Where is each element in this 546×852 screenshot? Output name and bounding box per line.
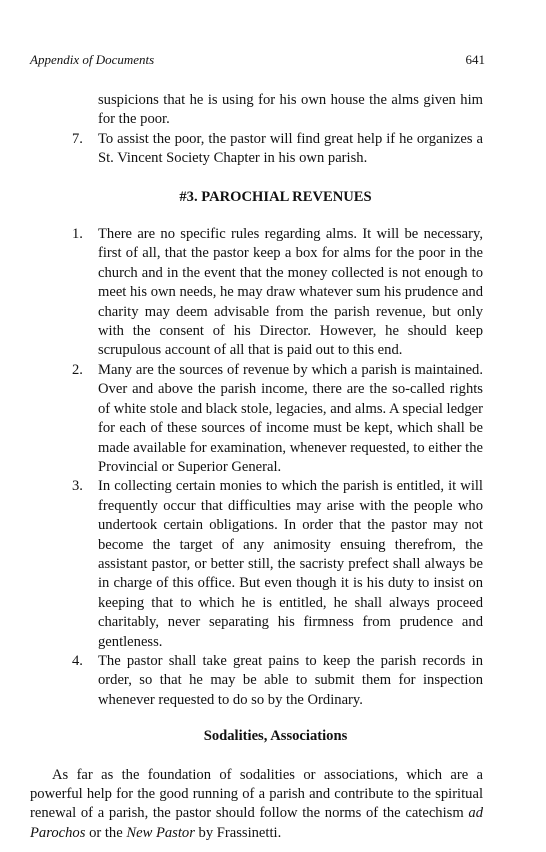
list-item-7 — [30, 130, 483, 169]
section-heading: #3. PAROCHIAL REVENUES — [179, 188, 372, 205]
closing-paragraph — [30, 766, 483, 844]
closing-text-1: As far as the foundation of sodalities or associations, which are a powerful help for the good running of a parish and contribute to the spiritual renewal of a parish, the pastor should follow the norms of the catechism — [30, 766, 483, 822]
list-item-2 — [30, 361, 483, 477]
catechism-title: ad Parochos — [30, 805, 483, 841]
book-title: New Pastor — [126, 824, 195, 841]
list-item-text: Many are the sources of revenue by which a parish is maintained. Over and above the parish income, there are the so-called rights of white stole and black stole, legacies, and alms. A special ledger for each of these sources of income must be kept, which shall be made available for examination, whenever requested, to either the Provincial or Superior General. — [98, 361, 483, 475]
list-continuation — [30, 130, 483, 169]
closing-text-2: or the — [89, 824, 123, 841]
list-item-text: The pastor shall take great pains to keep the parish records in order, so that he may be able to submit them for inspection whenever requested to do so by the Ordinary. — [98, 652, 483, 708]
list-item-number: 3. — [72, 478, 83, 495]
list-item-number: 1. — [72, 226, 83, 243]
list-item-number: 2. — [72, 361, 83, 378]
list-item-number: 7. — [72, 130, 83, 147]
revenue-rules-list — [30, 225, 483, 710]
list-item-text: To assist the poor, the pastor will find great help if he organizes a St. Vincent Society Chapter in his own parish. — [98, 130, 483, 167]
list-item-3 — [30, 477, 483, 652]
running-head — [30, 52, 485, 68]
list-item-number: 4. — [72, 652, 83, 669]
running-head-title: Appendix of Documents — [30, 52, 155, 67]
list-item-1 — [30, 225, 483, 361]
closing-text-3: by Frassinetti. — [198, 824, 282, 841]
subsection-heading: Sodalities, Associations — [203, 728, 348, 745]
list-item-text: There are no specific rules regarding alms. It will be necessary, first of all, that the pastor keep a box for alms for the poor in the church and in the event that the money collected is not enough to meet his own needs, he may draw whatever sum his prudence and charity may deem advisable from the parish revenue, but only with the consent of his Director. However, he should keep scrupulous account of all that is paid out to this end. — [98, 226, 483, 359]
page-body — [30, 91, 483, 843]
list-item-4 — [30, 652, 483, 710]
continued-item-text: suspicions that he is using for his own house the alms given him for the poor. — [98, 92, 483, 128]
list-item-text: In collecting certain monies to which the parish is entitled, it will frequently occur that difficulties may arise with the people who undertook certain obligations. In order that the pastor may not become the target of any animosity ensuing therefrom, the assistant pastor, or better still, the sacristy prefect shall always be in charge of this office. But even though it is his duty to insist on keeping that to which he is entitled, he shall always proceed charitably, never separating his firmness from prudence and gentleness. — [98, 478, 483, 650]
page-number: 641 — [465, 52, 485, 67]
